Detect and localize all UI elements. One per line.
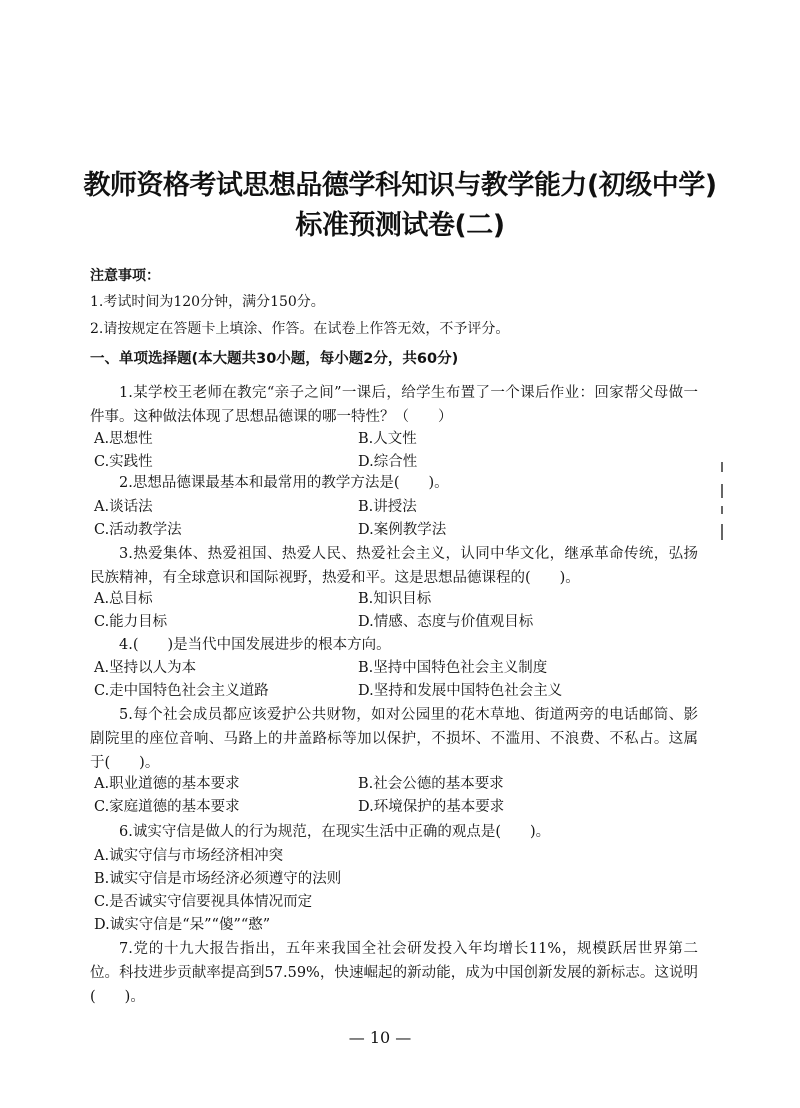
option-c: C.是否诚实守信要视具体情况而定 [94, 894, 313, 910]
option-d: D.诚实守信是“呆”“傻”“憨” [94, 917, 271, 933]
option-b: B.知识目标 [358, 591, 432, 607]
option-c: C.实践性 [94, 454, 153, 470]
question-stem: 7.党的十九大报告指出，五年来我国全社会研发投入年均增长11%，规模跃居世界第二位。科技进步贡献率提高到57.59%，快速崛起的新动能，成为中国创新发展的新标志。这说明( )。 [90, 941, 698, 1005]
question-stem: 6.诚实守信是做人的行为规范，在现实生活中正确的观点是( )。 [119, 824, 551, 840]
option-a: A.职业道德的基本要求 [94, 776, 240, 792]
exam-title-line1: 教师资格考试思想品德学科知识与教学能力(初级中学) [83, 170, 717, 201]
question-stem: 5.每个社会成员都应该爱护公共财物，如对公园里的花木草地、街道两旁的电话邮筒、影剧院里的座位音响、马路上的井盖路标等加以保护，不损坏、不滥用、不浪费、不私占。这属于( )。 [90, 707, 698, 771]
instructions-heading: 注意事项： [90, 268, 160, 284]
scan-mark [721, 484, 723, 498]
option-a: A.总目标 [94, 591, 153, 607]
option-b: B.人文性 [358, 431, 417, 447]
instructions-block [90, 265, 509, 345]
question-stem: 3.热爱集体、热爱祖国、热爱人民、热爱社会主义，认同中华文化，继承革命传统，弘扬民族精神，有全球意识和国际视野，热爱和平。这是思想品德课程的( )。 [90, 546, 698, 586]
option-c: C.活动教学法 [94, 522, 182, 538]
option-c: C.能力目标 [94, 614, 168, 630]
option-a: A.思想性 [94, 431, 153, 447]
option-b: B.社会公德的基本要求 [358, 776, 504, 792]
option-c: C.家庭道德的基本要求 [94, 799, 240, 815]
question-stem: 2.思想品德课最基本和最常用的教学方法是( )。 [119, 475, 449, 491]
option-d: D.情感、态度与价值观目标 [358, 614, 534, 630]
scan-mark [721, 524, 723, 540]
question-stem: 4.( )是当代中国发展进步的根本方向。 [119, 637, 391, 653]
option-b: B.诚实守信是市场经济必须遵守的法则 [94, 871, 342, 887]
page-number: — 10 — [348, 1028, 412, 1047]
scan-mark [721, 506, 723, 514]
option-c: C.走中国特色社会主义道路 [94, 683, 269, 699]
exam-title-line2: 标准预测试卷(二) [295, 210, 505, 241]
option-b: B.坚持中国特色社会主义制度 [358, 660, 548, 676]
option-d: D.综合性 [358, 454, 418, 470]
option-d: D.案例教学法 [358, 522, 447, 538]
section-heading: 一、单项选择题(本大题共30小题，每小题2分，共60分) [90, 351, 459, 367]
scan-mark [721, 462, 723, 472]
question-3 [90, 542, 698, 590]
option-a: A.谈话法 [94, 499, 153, 515]
question-stem: 1.某学校王老师在教完“亲子之间”一课后，给学生布置了一个课后作业：回家帮父母做一件事。这种做法体现了思想品德课的哪一特性？（ ） [90, 385, 698, 425]
question-7 [90, 937, 698, 1009]
question-5 [90, 703, 698, 775]
option-a: A.坚持以人为本 [94, 660, 197, 676]
question-6 [90, 820, 698, 844]
option-a: A.诚实守信与市场经济相冲突 [94, 848, 284, 864]
instruction-line-2: 2.请按规定在答题卡上填涂、作答。在试卷上作答无效，不予评分。 [90, 321, 510, 337]
question-4 [90, 633, 698, 657]
question-2 [90, 471, 698, 495]
instruction-line-1: 1.考试时间为120分钟，满分150分。 [90, 294, 325, 310]
option-b: B.讲授法 [358, 499, 417, 515]
option-d: D.坚持和发展中国特色社会主义 [358, 683, 563, 699]
option-d: D.环境保护的基本要求 [358, 799, 505, 815]
question-1 [90, 381, 698, 429]
